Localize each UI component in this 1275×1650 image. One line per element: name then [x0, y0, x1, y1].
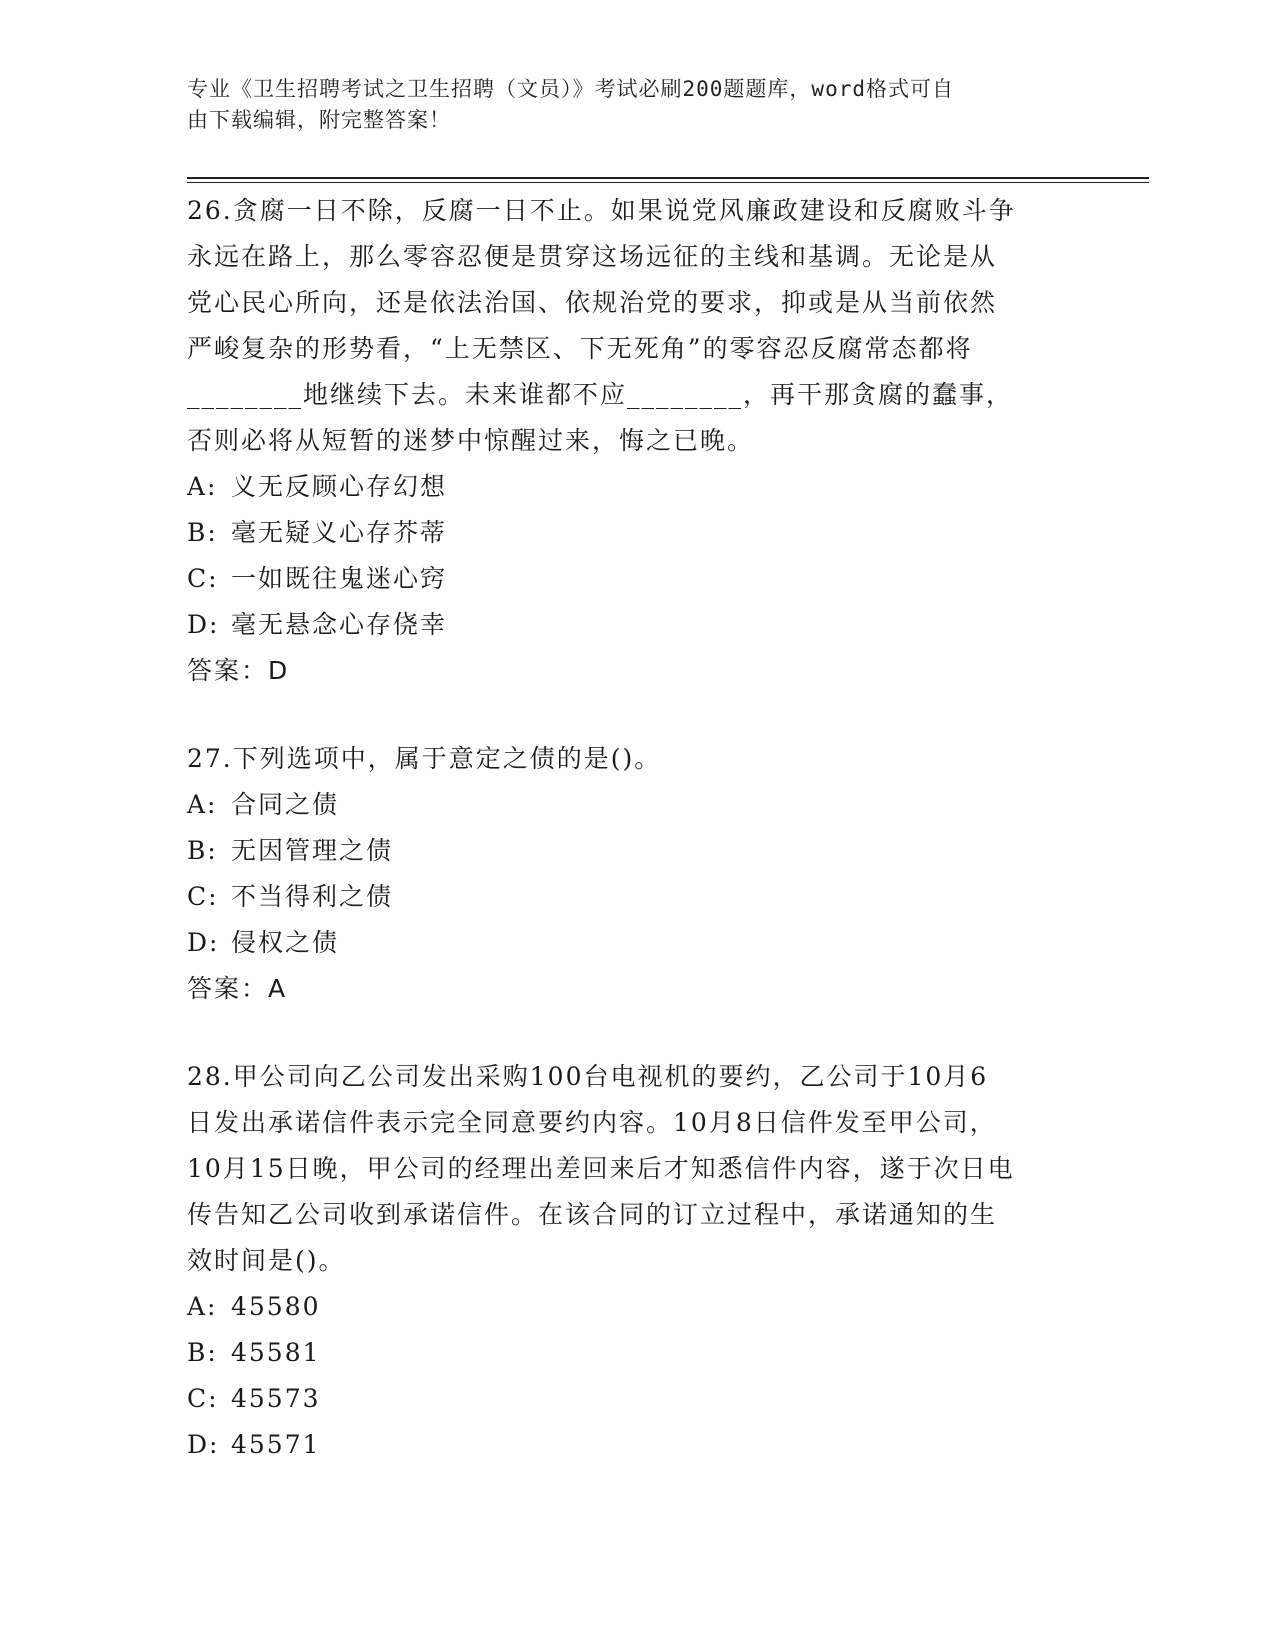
question-text-line: 永远在路上，那么零容忍便是贯穿这场远征的主线和基调。无论是从	[187, 242, 998, 271]
option-text: 侵权之债	[231, 928, 340, 957]
question-text-line: 日发出承诺信件表示完全同意要约内容。10月8日信件发至甲公司，	[187, 1108, 997, 1137]
question-text-line: 否则必将从短暂的迷梦中惊醒过来，悔之已晚。	[187, 426, 755, 455]
option-key: D:	[187, 928, 220, 957]
option-a	[187, 782, 1087, 828]
option-key: A:	[187, 472, 218, 501]
header-line-1: 专业《卫生招聘考试之卫生招聘（文员）》考试必刷200题题库，word格式可自	[187, 77, 954, 101]
question-text-line: 党心民心所向，还是依法治国、依规治党的要求，抑或是从当前依然	[187, 288, 998, 317]
answer-label: 答案：D	[187, 656, 290, 685]
question-text-line: 27.下列选项中，属于意定之债的是()。	[187, 744, 662, 773]
option-text: 合同之债	[231, 790, 340, 819]
option-key: B:	[187, 1338, 218, 1367]
option-c	[187, 874, 1087, 920]
answer-label: 答案：A	[187, 974, 288, 1003]
header-divider-thick	[187, 177, 1149, 179]
option-key: B:	[187, 518, 218, 547]
option-d	[187, 920, 1087, 966]
spacer	[187, 694, 1087, 736]
header-line-2: 由下载编辑，附完整答案！	[187, 108, 451, 132]
option-a	[187, 464, 1087, 510]
header-divider-thin	[187, 182, 1149, 183]
option-text: 义无反顾心存幻想	[231, 472, 448, 501]
document-header	[187, 74, 1087, 136]
option-c	[187, 1376, 1087, 1422]
question-28-text	[187, 1054, 1087, 1284]
option-text: 45573	[231, 1384, 321, 1413]
question-28	[187, 1054, 1087, 1468]
option-a	[187, 1284, 1087, 1330]
option-key: D:	[187, 1430, 220, 1459]
question-27-text	[187, 736, 1087, 782]
question-text-line: 10月15日晚，甲公司的经理出差回来后才知悉信件内容，遂于次日电	[187, 1154, 1015, 1183]
option-b	[187, 828, 1087, 874]
spacer	[187, 1012, 1087, 1054]
option-d	[187, 1422, 1087, 1468]
option-text: 毫无疑义心存芥蒂	[231, 518, 448, 547]
option-text: 45580	[231, 1292, 321, 1321]
option-key: C:	[187, 564, 219, 593]
option-text: 不当得利之债	[231, 882, 394, 911]
question-text-line: 26.贪腐一日不除，反腐一日不止。如果说党风廉政建设和反腐败斗争	[187, 196, 1016, 225]
option-text: 一如既往鬼迷心窍	[231, 564, 448, 593]
option-key: D:	[187, 610, 220, 639]
option-text: 45571	[231, 1430, 321, 1459]
option-key: A:	[187, 790, 218, 819]
question-26	[187, 188, 1087, 694]
option-key: B:	[187, 836, 218, 865]
question-text-line: 严峻复杂的形势看，“上无禁区、下无死角”的零容忍反腐常态都将	[187, 334, 973, 363]
option-text: 毫无悬念心存侥幸	[231, 610, 448, 639]
option-b	[187, 1330, 1087, 1376]
option-b	[187, 510, 1087, 556]
question-text-line: 28.甲公司向乙公司发出采购100台电视机的要约，乙公司于10月6	[187, 1062, 989, 1091]
option-key: A:	[187, 1292, 218, 1321]
question-26-text	[187, 188, 1087, 464]
question-text-line: 效时间是()。	[187, 1246, 346, 1275]
question-text-line: ________地继续下去。未来谁都不应________，再干那贪腐的蠢事，	[187, 380, 1014, 409]
option-key: C:	[187, 1384, 219, 1413]
option-d	[187, 602, 1087, 648]
question-text-line: 传告知乙公司收到承诺信件。在该合同的订立过程中，承诺通知的生	[187, 1200, 998, 1229]
option-text: 45581	[231, 1338, 321, 1367]
option-text: 无因管理之债	[231, 836, 394, 865]
question-list	[187, 188, 1087, 1468]
option-c	[187, 556, 1087, 602]
question-27	[187, 736, 1087, 1012]
option-key: C:	[187, 882, 219, 911]
